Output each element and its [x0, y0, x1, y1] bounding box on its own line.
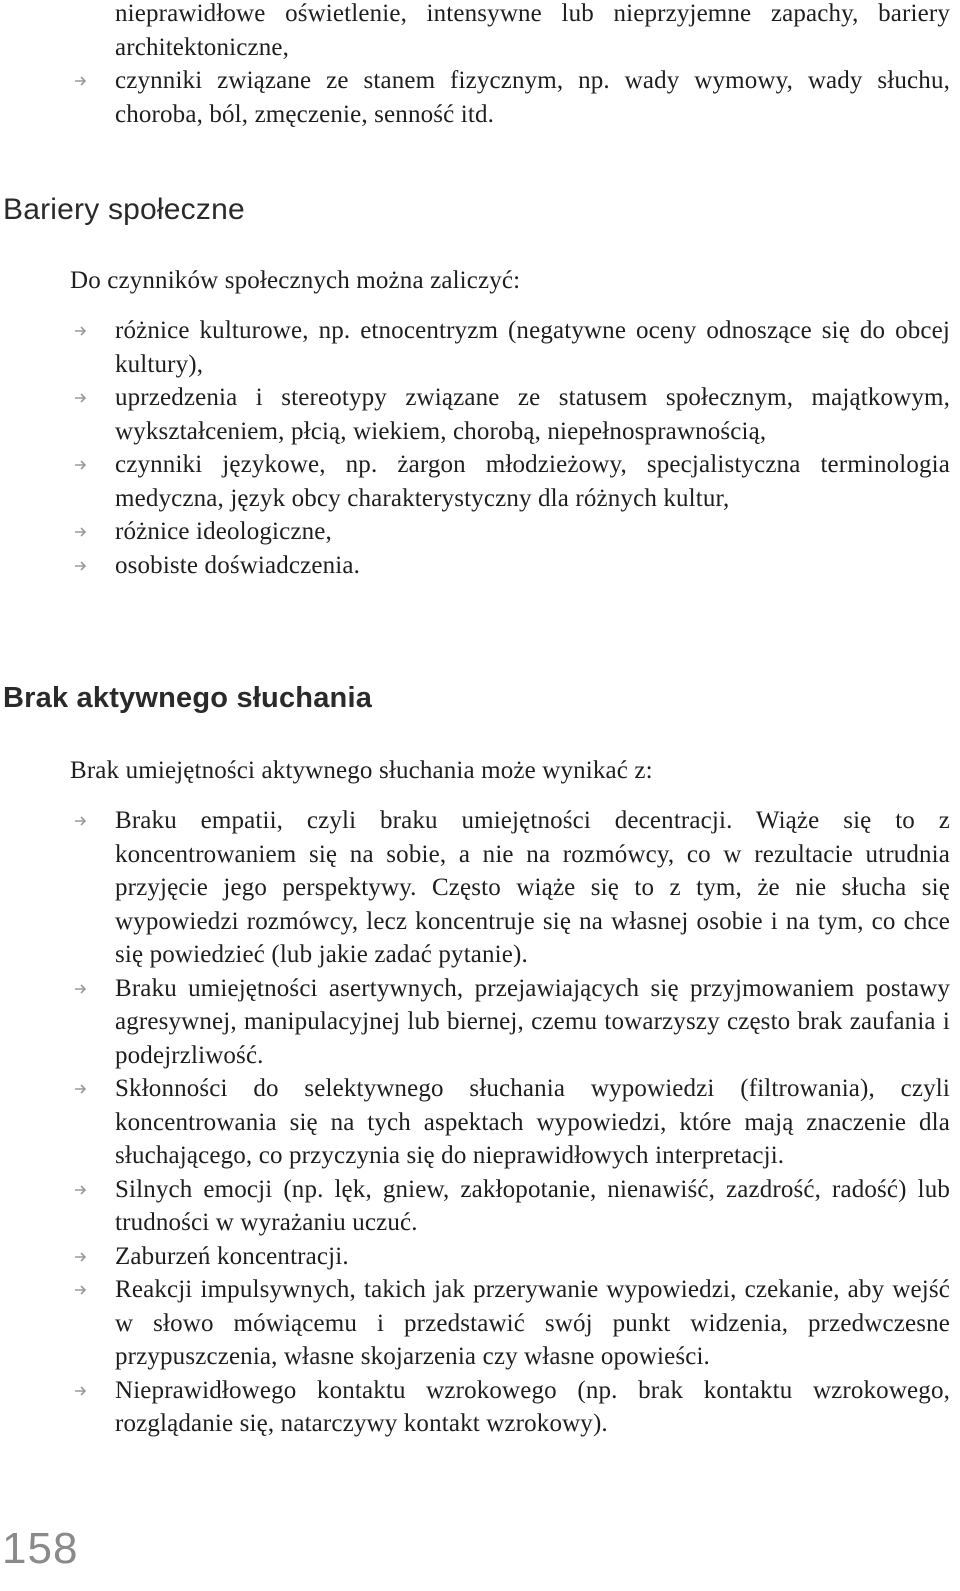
list-item	[0, 804, 950, 972]
list-item-text: Braku empatii, czyli braku umiejętności decentracji. Wiąże się to z koncentrowaniem się na sobie, a nie na rozmówcy, co w rezultacie utrudnia przyjęcie jego perspektywy. Często wiąże się to z tym, że nie słucha się wypowiedzi rozmówcy, lecz koncentruje się na własnej osobie i na tym, co chce się powiedzieć (lub jakie zadać pytanie).	[115, 807, 950, 968]
continuation-list-block	[0, 0, 950, 131]
list-item-text: różnice ideologiczne,	[115, 518, 332, 545]
active-listening-list	[0, 804, 950, 1441]
arrow-right-icon	[74, 1184, 88, 1196]
section-heading-active-listening: Brak aktywnego słuchania	[3, 682, 373, 714]
list-item	[0, 1173, 950, 1240]
continuation-list	[0, 0, 950, 131]
list-item	[0, 1240, 950, 1274]
list-item-text: Zaburzeń koncentracji.	[115, 1242, 349, 1270]
list-item-text: uprzedzenia i stereotypy związane ze statusem społecznym, majątkowym, wykształceniem, płcią, wiekiem, chorobą, niepełnosprawnością,	[115, 384, 950, 445]
list-item-text: Reakcji impulsywnych, takich jak przerywanie wypowiedzi, czekanie, aby wejść w słowo mówiącemu i przedstawić swój punkt widzenia, przedwczesne przypuszczenia, własne skojarzenia czy własne opowieści.	[115, 1276, 950, 1370]
page-number: 158	[2, 1524, 79, 1573]
list-item	[0, 1072, 950, 1173]
arrow-right-icon	[74, 325, 88, 337]
list-item	[0, 448, 950, 515]
section-heading-social-barriers: Bariery społeczne	[3, 193, 245, 226]
section-intro-social-barriers: Do czynników społecznych można zaliczyć:	[70, 267, 521, 294]
list-item	[0, 0, 950, 64]
list-item-text: Skłonności do selektywnego słuchania wypowiedzi (filtrowania), czyli koncentrowania się na tych aspektach wypowiedzi, które mają znaczenie dla słuchającego, co przyczynia się do nieprawidłowych interpretacji.	[115, 1075, 950, 1169]
list-item-text: czynniki związane ze stanem fizycznym, np. wady wymowy, wady słuchu, choroba, ból, zmęczenie, senność itd.	[115, 67, 950, 128]
list-item	[0, 549, 950, 583]
list-item-text: czynniki językowe, np. żargon młodzieżowy, specjalistyczna terminologia medyczna, język obcy charakterystyczny dla różnych kultur,	[115, 451, 950, 512]
list-item-text: nieprawidłowe oświetlenie, intensywne lub nieprzyjemne zapachy, bariery architektoniczne,	[115, 0, 950, 61]
arrow-right-icon	[74, 1083, 88, 1095]
arrow-right-icon	[74, 1251, 88, 1263]
list-item	[0, 972, 950, 1073]
arrow-right-icon	[74, 560, 88, 572]
active-listening-list-block	[0, 804, 950, 1441]
arrow-right-icon	[74, 459, 88, 471]
arrow-right-icon	[74, 983, 88, 995]
list-item	[0, 381, 950, 448]
list-item	[0, 1273, 950, 1374]
arrow-right-icon	[74, 392, 88, 404]
list-item	[0, 314, 950, 381]
list-item	[0, 64, 950, 131]
arrow-right-icon	[74, 815, 88, 827]
arrow-right-icon	[74, 1284, 88, 1296]
list-item-text: Nieprawidłowego kontaktu wzrokowego (np. brak kontaktu wzrokowego, rozglądanie się, natarczywy kontakt wzrokowy).	[115, 1376, 950, 1437]
arrow-right-icon	[74, 526, 88, 538]
list-item-text: Silnych emocji (np. lęk, gniew, zakłopotanie, nienawiść, zazdrość, radość) lub trudności w wyrażaniu uczuć.	[115, 1175, 950, 1236]
section-intro-active-listening: Brak umiejętności aktywnego słuchania może wynikać z:	[70, 757, 653, 784]
arrow-right-icon	[74, 75, 88, 87]
arrow-right-icon	[74, 1385, 88, 1397]
list-item-text: osobiste doświadczenia.	[115, 551, 361, 579]
list-item	[0, 515, 950, 549]
list-item	[0, 1374, 950, 1441]
social-barriers-list	[0, 314, 950, 582]
social-barriers-list-block	[0, 314, 950, 582]
list-item-text: Braku umiejętności asertywnych, przejawiających się przyjmowaniem postawy agresywnej, manipulacyjnej lub biernej, czemu towarzyszy często brak zaufania i podejrzliwość.	[115, 974, 950, 1069]
list-item-text: różnice kulturowe, np. etnocentryzm (negatywne oceny odnoszące się do obcej kultury),	[115, 317, 950, 378]
